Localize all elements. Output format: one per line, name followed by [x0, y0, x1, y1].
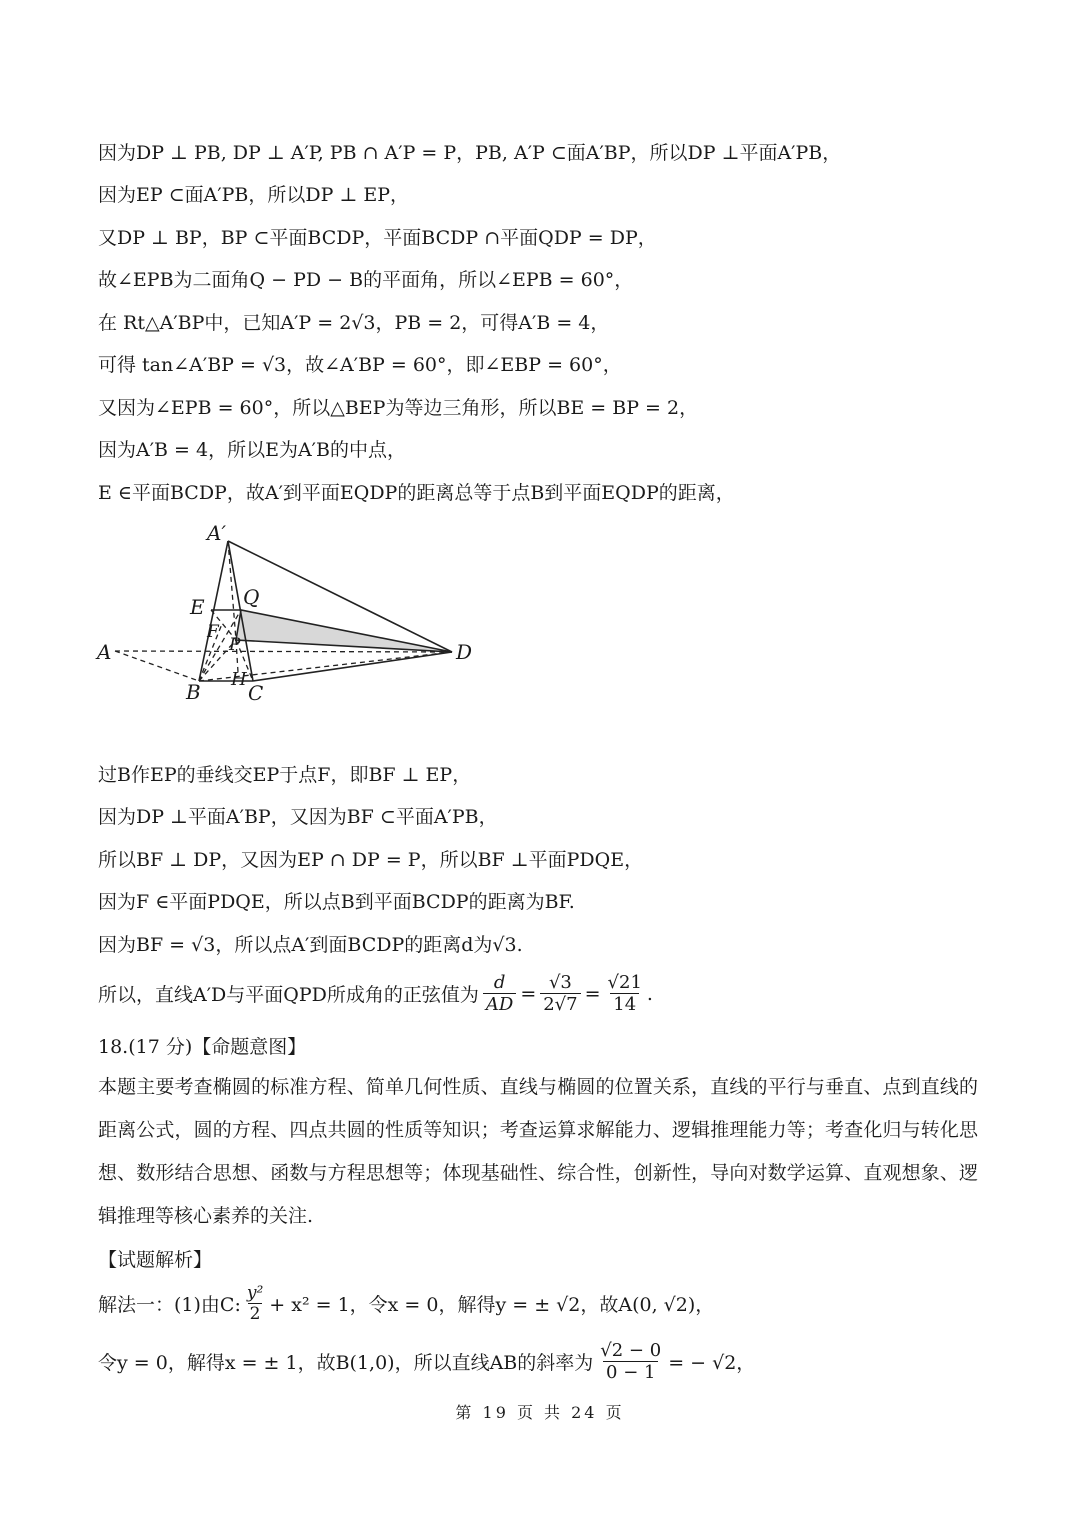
line-10: 过B作EP的垂线交EP于点F，即BF ⊥ EP， [98, 764, 472, 786]
sine-value-line: 所以，直线A′D与平面QPD所成角的正弦值为 $\frac{d}{AD}$ = $\frac{√3}{2√7}$ = $\frac{√21}{14}$ . [98, 972, 653, 1015]
solution-line-1: 解法一：(1)由C: y² 2 + x² = 1，令x = 0，解得y = ± √2，故A(0, √2)， [98, 1283, 715, 1324]
line-4: 故∠EPB为二面角Q − PD − B的平面角，所以∠EPB = 60°， [98, 269, 634, 291]
edge-A-B [115, 651, 199, 681]
fraction-slope: $\frac{√2 - 0}{0 - 1}$ [600, 1340, 662, 1383]
label-D: D [456, 640, 473, 664]
analysis-header: 【试题解析】 [98, 1249, 213, 1271]
line-6: 可得 tan∠A′BP = √3，故∠A′BP = 60°，即∠EBP = 60°， [98, 354, 622, 376]
fraction-d-over-AD: $\frac{d}{AD}$ [483, 972, 516, 1015]
label-A: A [97, 640, 112, 664]
line-8: 因为A′B = 4，所以E为A′B的中点， [98, 439, 406, 461]
line-1: 因为DP ⊥ PB, DP ⊥ A′P, PB ∩ A′P = P，PB, A′P ⊂面A′BP，所以DP ⊥平面A′PB， [98, 142, 842, 164]
edge-C-D [253, 652, 452, 681]
label-Q: Q [243, 585, 260, 609]
line-13: 因为F ∈平面PDQE，所以点B到平面BCDP的距离为BF. [98, 891, 575, 913]
label-F: F [207, 622, 219, 642]
label-A1: A′ [207, 521, 226, 545]
fraction-sqrt3-over-2sqrt7: $\frac{√3}{2√7}$ [540, 972, 580, 1015]
solution-line-2: 令y = 0，解得x = ± 1，故B(1,0)，所以直线AB的斜率为 $\frac{√2 - 0}{0 - 1}$ = − √2， [98, 1340, 756, 1383]
edge-A-D [115, 651, 452, 652]
q18-header: 18.(17 分)【命题意图】 [98, 1036, 307, 1058]
page-footer: 第 19 页 共 24 页 [455, 1403, 625, 1422]
fraction-sqrt21-over-14: $\frac{√21}{14}$ [607, 972, 642, 1015]
line-2: 因为EP ⊂面A′PB，所以DP ⊥ EP， [98, 184, 410, 206]
label-C: C [248, 681, 264, 705]
label-E: E [190, 595, 205, 619]
label-H: H [231, 669, 247, 690]
line-9: E ∈平面BCDP，故A′到平面EQDP的距离总等于点B到平面EQDP的距离， [98, 482, 735, 504]
line-3: 又DP ⊥ BP，BP ⊂平面BCDP，平面BCDP ∩平面QDP = DP， [98, 227, 657, 249]
line-11: 因为DP ⊥平面A′BP，又因为BF ⊂平面A′PB， [98, 806, 498, 828]
line-7: 又因为∠EPB = 60°，所以△BEP为等边三角形，所以BE = BP = 2， [98, 397, 699, 419]
line-12: 所以BF ⊥ DP，又因为EP ∩ DP = P，所以BF ⊥平面PDQE， [98, 849, 644, 871]
label-P: P [229, 635, 241, 655]
geometry-figure [90, 515, 490, 715]
line-14: 因为BF = √3，所以点A′到面BCDP的距离d为√3. [98, 934, 523, 956]
q18-intent-paragraph: 本题主要考查椭圆的标准方程、简单几何性质、直线与椭圆的位置关系，直线的平行与垂直、点到直线的距离公式，圆的方程、四点共圆的性质等知识；考查运算求解能力、逻辑推理能力等；考查化归与转化思想、数形结合思想、函数与方程思想等；体现基础性、综合性，创新性，导向对数学运算、直观想象、逻辑推理等核心素养的关注. [98, 1076, 978, 1227]
line-5: 在 Rt△A′BP中，已知A′P = 2√3，PB = 2，可得A′B = 4， [98, 312, 610, 334]
sine-prefix: 所以，直线A′D与平面QPD所成角的正弦值为 [98, 984, 479, 1006]
shaded-triangle-QPD [236, 610, 452, 652]
label-B: B [186, 680, 201, 704]
fraction-y2-over-2: y² 2 [246, 1283, 264, 1324]
